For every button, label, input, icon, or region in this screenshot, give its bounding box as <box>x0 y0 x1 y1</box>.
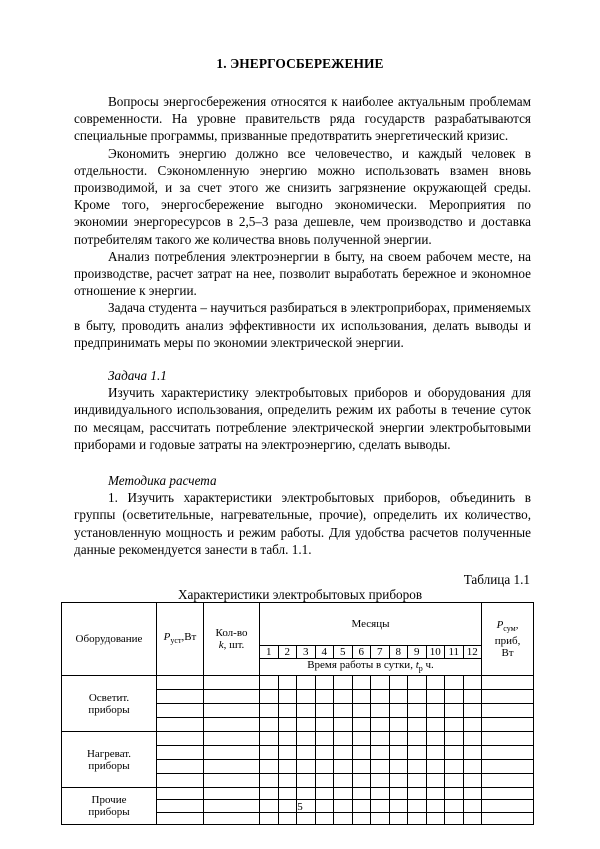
data-cell[interactable] <box>260 704 279 718</box>
data-cell[interactable] <box>297 732 316 746</box>
data-cell[interactable] <box>278 676 297 690</box>
data-cell[interactable] <box>371 690 390 704</box>
table-row <box>62 676 534 690</box>
intro-paragraph: Экономить энергию должно все человечество, и каждый человек в отдельности. Сэкономленную энергию можно использовать взамен вновь производимой, и за счет этого же снизить загрязнение окружающей среды. Кроме того, энергосбережение выгодно экономически. Мероприятия по экономии энергоресурсов в 2,5–3 раза дешевле, чем производство и доставка потребителям такого же количества вновь полученной энергии. <box>74 145 531 247</box>
intro-paragraph: Задача студента – научиться разбираться в электроприборах, применяемых в быту, проводить анализ эффективности их использования, делать выводы и предпринимать меры по экономии электрической энергии. <box>74 300 531 350</box>
data-cell[interactable] <box>157 813 204 825</box>
data-cell[interactable] <box>260 676 279 690</box>
month-cell: 12 <box>463 646 482 659</box>
data-cell[interactable] <box>315 718 334 732</box>
data-cell[interactable] <box>157 788 204 800</box>
data-cell[interactable] <box>371 676 390 690</box>
data-cell[interactable] <box>408 704 427 718</box>
header-work-time: Время работы в сутки, $t_р$ ч. <box>260 659 482 676</box>
data-cell[interactable] <box>445 704 464 718</box>
data-cell[interactable] <box>278 774 297 788</box>
task-section <box>74 367 531 453</box>
data-cell[interactable] <box>445 732 464 746</box>
data-cell[interactable] <box>157 760 204 774</box>
data-cell[interactable] <box>260 718 279 732</box>
table-row <box>62 732 534 746</box>
data-cell[interactable] <box>297 704 316 718</box>
data-cell[interactable] <box>482 760 534 774</box>
data-cell[interactable] <box>482 690 534 704</box>
data-cell[interactable] <box>157 718 204 732</box>
data-cell[interactable] <box>371 760 390 774</box>
page-title: 1. ЭНЕРГОСБЕРЕЖЕНИЕ <box>216 56 384 71</box>
data-cell[interactable] <box>371 746 390 760</box>
month-cell: 1 <box>260 646 279 659</box>
data-cell[interactable] <box>204 760 260 774</box>
data-cell[interactable] <box>371 813 390 825</box>
data-cell[interactable] <box>426 676 445 690</box>
header-count: Кол-во k, шт. <box>204 603 260 676</box>
data-cell[interactable] <box>278 732 297 746</box>
data-cell[interactable] <box>426 718 445 732</box>
data-cell[interactable] <box>426 774 445 788</box>
month-cell: 11 <box>445 646 464 659</box>
data-cell[interactable] <box>334 718 353 732</box>
data-cell[interactable] <box>334 760 353 774</box>
data-cell[interactable] <box>157 676 204 690</box>
data-cell[interactable] <box>389 718 408 732</box>
data-cell[interactable] <box>445 813 464 825</box>
data-cell[interactable] <box>278 690 297 704</box>
data-cell[interactable] <box>371 704 390 718</box>
data-cell[interactable] <box>445 746 464 760</box>
data-cell[interactable] <box>352 813 371 825</box>
data-cell[interactable] <box>463 788 482 800</box>
data-cell[interactable] <box>204 676 260 690</box>
data-cell[interactable] <box>260 746 279 760</box>
table-row <box>62 788 534 800</box>
data-cell[interactable] <box>408 774 427 788</box>
data-cell[interactable] <box>157 704 204 718</box>
data-cell[interactable] <box>315 813 334 825</box>
data-cell[interactable] <box>334 813 353 825</box>
data-cell[interactable] <box>445 690 464 704</box>
data-cell[interactable] <box>408 788 427 800</box>
data-cell[interactable] <box>389 813 408 825</box>
data-cell[interactable] <box>315 732 334 746</box>
data-cell[interactable] <box>352 676 371 690</box>
data-cell[interactable] <box>482 704 534 718</box>
table-number: Таблица 1.1 <box>463 572 530 587</box>
data-cell[interactable] <box>260 774 279 788</box>
data-cell[interactable] <box>389 732 408 746</box>
data-cell[interactable] <box>334 704 353 718</box>
data-cell[interactable] <box>157 732 204 746</box>
data-cell[interactable] <box>204 690 260 704</box>
header-sum-power: $P_{сум}$, приб, Вт <box>482 603 534 676</box>
intro-paragraph: Анализ потребления электроэнергии в быту, на своем рабочем месте, на производстве, расчет затрат на нее, позволит выработать бережное и экономное отношение к энергии. <box>74 248 531 299</box>
data-cell[interactable] <box>334 746 353 760</box>
data-cell[interactable] <box>204 813 260 825</box>
data-cell[interactable] <box>426 732 445 746</box>
data-cell[interactable] <box>352 760 371 774</box>
data-cell[interactable] <box>445 718 464 732</box>
data-cell[interactable] <box>445 760 464 774</box>
data-cell[interactable] <box>463 732 482 746</box>
data-cell[interactable] <box>445 788 464 800</box>
data-cell[interactable] <box>389 704 408 718</box>
data-cell[interactable] <box>482 746 534 760</box>
data-cell[interactable] <box>445 774 464 788</box>
month-cell: 4 <box>315 646 334 659</box>
data-cell[interactable] <box>352 774 371 788</box>
data-cell[interactable] <box>426 690 445 704</box>
data-cell[interactable] <box>278 746 297 760</box>
data-cell[interactable] <box>352 788 371 800</box>
data-cell[interactable] <box>204 746 260 760</box>
data-cell[interactable] <box>463 746 482 760</box>
data-cell[interactable] <box>463 760 482 774</box>
data-cell[interactable] <box>426 813 445 825</box>
task-heading: Задача 1.1 <box>108 368 167 383</box>
data-cell[interactable] <box>463 690 482 704</box>
data-cell[interactable] <box>204 704 260 718</box>
data-cell[interactable] <box>426 760 445 774</box>
data-cell[interactable] <box>260 732 279 746</box>
data-cell[interactable] <box>482 813 534 825</box>
group-label: Осветит. приборы <box>62 676 157 732</box>
data-cell[interactable] <box>315 704 334 718</box>
data-cell[interactable] <box>352 690 371 704</box>
group-label: Нагреват. приборы <box>62 732 157 788</box>
data-cell[interactable] <box>334 732 353 746</box>
data-cell[interactable] <box>352 746 371 760</box>
page-number: 5 <box>297 801 303 813</box>
data-cell[interactable] <box>371 788 390 800</box>
data-cell[interactable] <box>408 746 427 760</box>
group-label: Прочие приборы <box>62 788 157 825</box>
data-cell[interactable] <box>389 788 408 800</box>
data-cell[interactable] <box>408 732 427 746</box>
data-cell[interactable] <box>445 676 464 690</box>
data-cell[interactable] <box>157 746 204 760</box>
data-cell[interactable] <box>463 704 482 718</box>
task-text: Изучить характеристику электробытовых приборов и оборудования для индивидуального использования, определить режим их работы в течение суток по месяцам, рассчитать потребление электрической энергии электробытовыми приборами и годовые затраты на электроэнергию, сделать выводы. <box>74 385 531 452</box>
data-cell[interactable] <box>278 704 297 718</box>
data-cell[interactable] <box>297 788 316 800</box>
header-equipment: Оборудование <box>62 603 157 676</box>
method-section <box>74 472 531 558</box>
data-cell[interactable] <box>278 788 297 800</box>
data-cell[interactable] <box>315 760 334 774</box>
data-cell[interactable] <box>297 760 316 774</box>
month-cell: 10 <box>426 646 445 659</box>
month-cell: 5 <box>334 646 353 659</box>
data-cell[interactable] <box>204 774 260 788</box>
data-cell[interactable] <box>408 760 427 774</box>
data-cell[interactable] <box>352 732 371 746</box>
data-cell[interactable] <box>408 676 427 690</box>
data-cell[interactable] <box>482 774 534 788</box>
intro-section <box>74 93 531 351</box>
data-cell[interactable] <box>204 732 260 746</box>
month-cell: 6 <box>352 646 371 659</box>
data-cell[interactable] <box>352 718 371 732</box>
data-cell[interactable] <box>334 774 353 788</box>
data-cell[interactable] <box>482 676 534 690</box>
method-heading: Методика расчета <box>108 473 217 488</box>
header-power: $P_{уст},Вт$ <box>157 603 204 676</box>
data-cell[interactable] <box>204 718 260 732</box>
data-cell[interactable] <box>297 746 316 760</box>
data-cell[interactable] <box>297 718 316 732</box>
data-cell[interactable] <box>315 746 334 760</box>
data-cell[interactable] <box>297 774 316 788</box>
data-cell[interactable] <box>297 813 316 825</box>
data-cell[interactable] <box>371 732 390 746</box>
data-cell[interactable] <box>352 704 371 718</box>
table-caption: Характеристики электробытовых приборов <box>177 587 423 602</box>
data-cell[interactable] <box>278 760 297 774</box>
data-cell[interactable] <box>334 690 353 704</box>
month-cell: 3 <box>297 646 316 659</box>
month-cell: 9 <box>408 646 427 659</box>
data-cell[interactable] <box>315 690 334 704</box>
data-cell[interactable] <box>463 718 482 732</box>
data-cell[interactable] <box>408 813 427 825</box>
month-cell: 7 <box>371 646 390 659</box>
data-cell[interactable] <box>315 788 334 800</box>
data-cell[interactable] <box>371 774 390 788</box>
data-cell[interactable] <box>389 690 408 704</box>
data-cell[interactable] <box>389 774 408 788</box>
data-cell[interactable] <box>278 813 297 825</box>
data-cell[interactable] <box>334 676 353 690</box>
month-cell: 2 <box>278 646 297 659</box>
header-months: Месяцы <box>260 603 482 646</box>
data-cell[interactable] <box>482 732 534 746</box>
data-cell[interactable] <box>389 746 408 760</box>
data-cell[interactable] <box>408 690 427 704</box>
data-cell[interactable] <box>315 774 334 788</box>
data-cell[interactable] <box>297 676 316 690</box>
month-cell: 8 <box>389 646 408 659</box>
data-cell[interactable] <box>463 676 482 690</box>
data-cell[interactable] <box>334 788 353 800</box>
data-cell[interactable] <box>157 690 204 704</box>
data-cell[interactable] <box>426 704 445 718</box>
data-cell[interactable] <box>157 774 204 788</box>
data-cell[interactable] <box>426 788 445 800</box>
data-cell[interactable] <box>463 813 482 825</box>
appliances-table <box>61 602 534 825</box>
data-cell[interactable] <box>426 746 445 760</box>
data-cell[interactable] <box>278 718 297 732</box>
data-cell[interactable] <box>389 676 408 690</box>
data-cell[interactable] <box>482 788 534 800</box>
data-cell[interactable] <box>463 774 482 788</box>
data-cell[interactable] <box>389 760 408 774</box>
data-cell[interactable] <box>482 718 534 732</box>
intro-paragraph: Вопросы энергосбережения относятся к наиболее актуальным проблемам современности. На уровне правительств ряда государств разрабатываются специальные программы, призванные предотвратить энергетический кризис. <box>74 94 531 144</box>
method-text: 1. Изучить характеристики электробытовых приборов, объединить в группы (осветительные, нагревательные, прочие), определить их количество, установленную мощность и режим работы. Для удобства расчетов полученные данные рекомендуется занести в табл. 1.1. <box>74 490 531 557</box>
data-cell[interactable] <box>315 676 334 690</box>
data-cell[interactable] <box>297 690 316 704</box>
data-cell[interactable] <box>260 813 279 825</box>
data-cell[interactable] <box>371 718 390 732</box>
data-cell[interactable] <box>204 788 260 800</box>
data-cell[interactable] <box>260 690 279 704</box>
data-cell[interactable] <box>260 788 279 800</box>
data-cell[interactable] <box>408 718 427 732</box>
data-cell[interactable] <box>260 760 279 774</box>
